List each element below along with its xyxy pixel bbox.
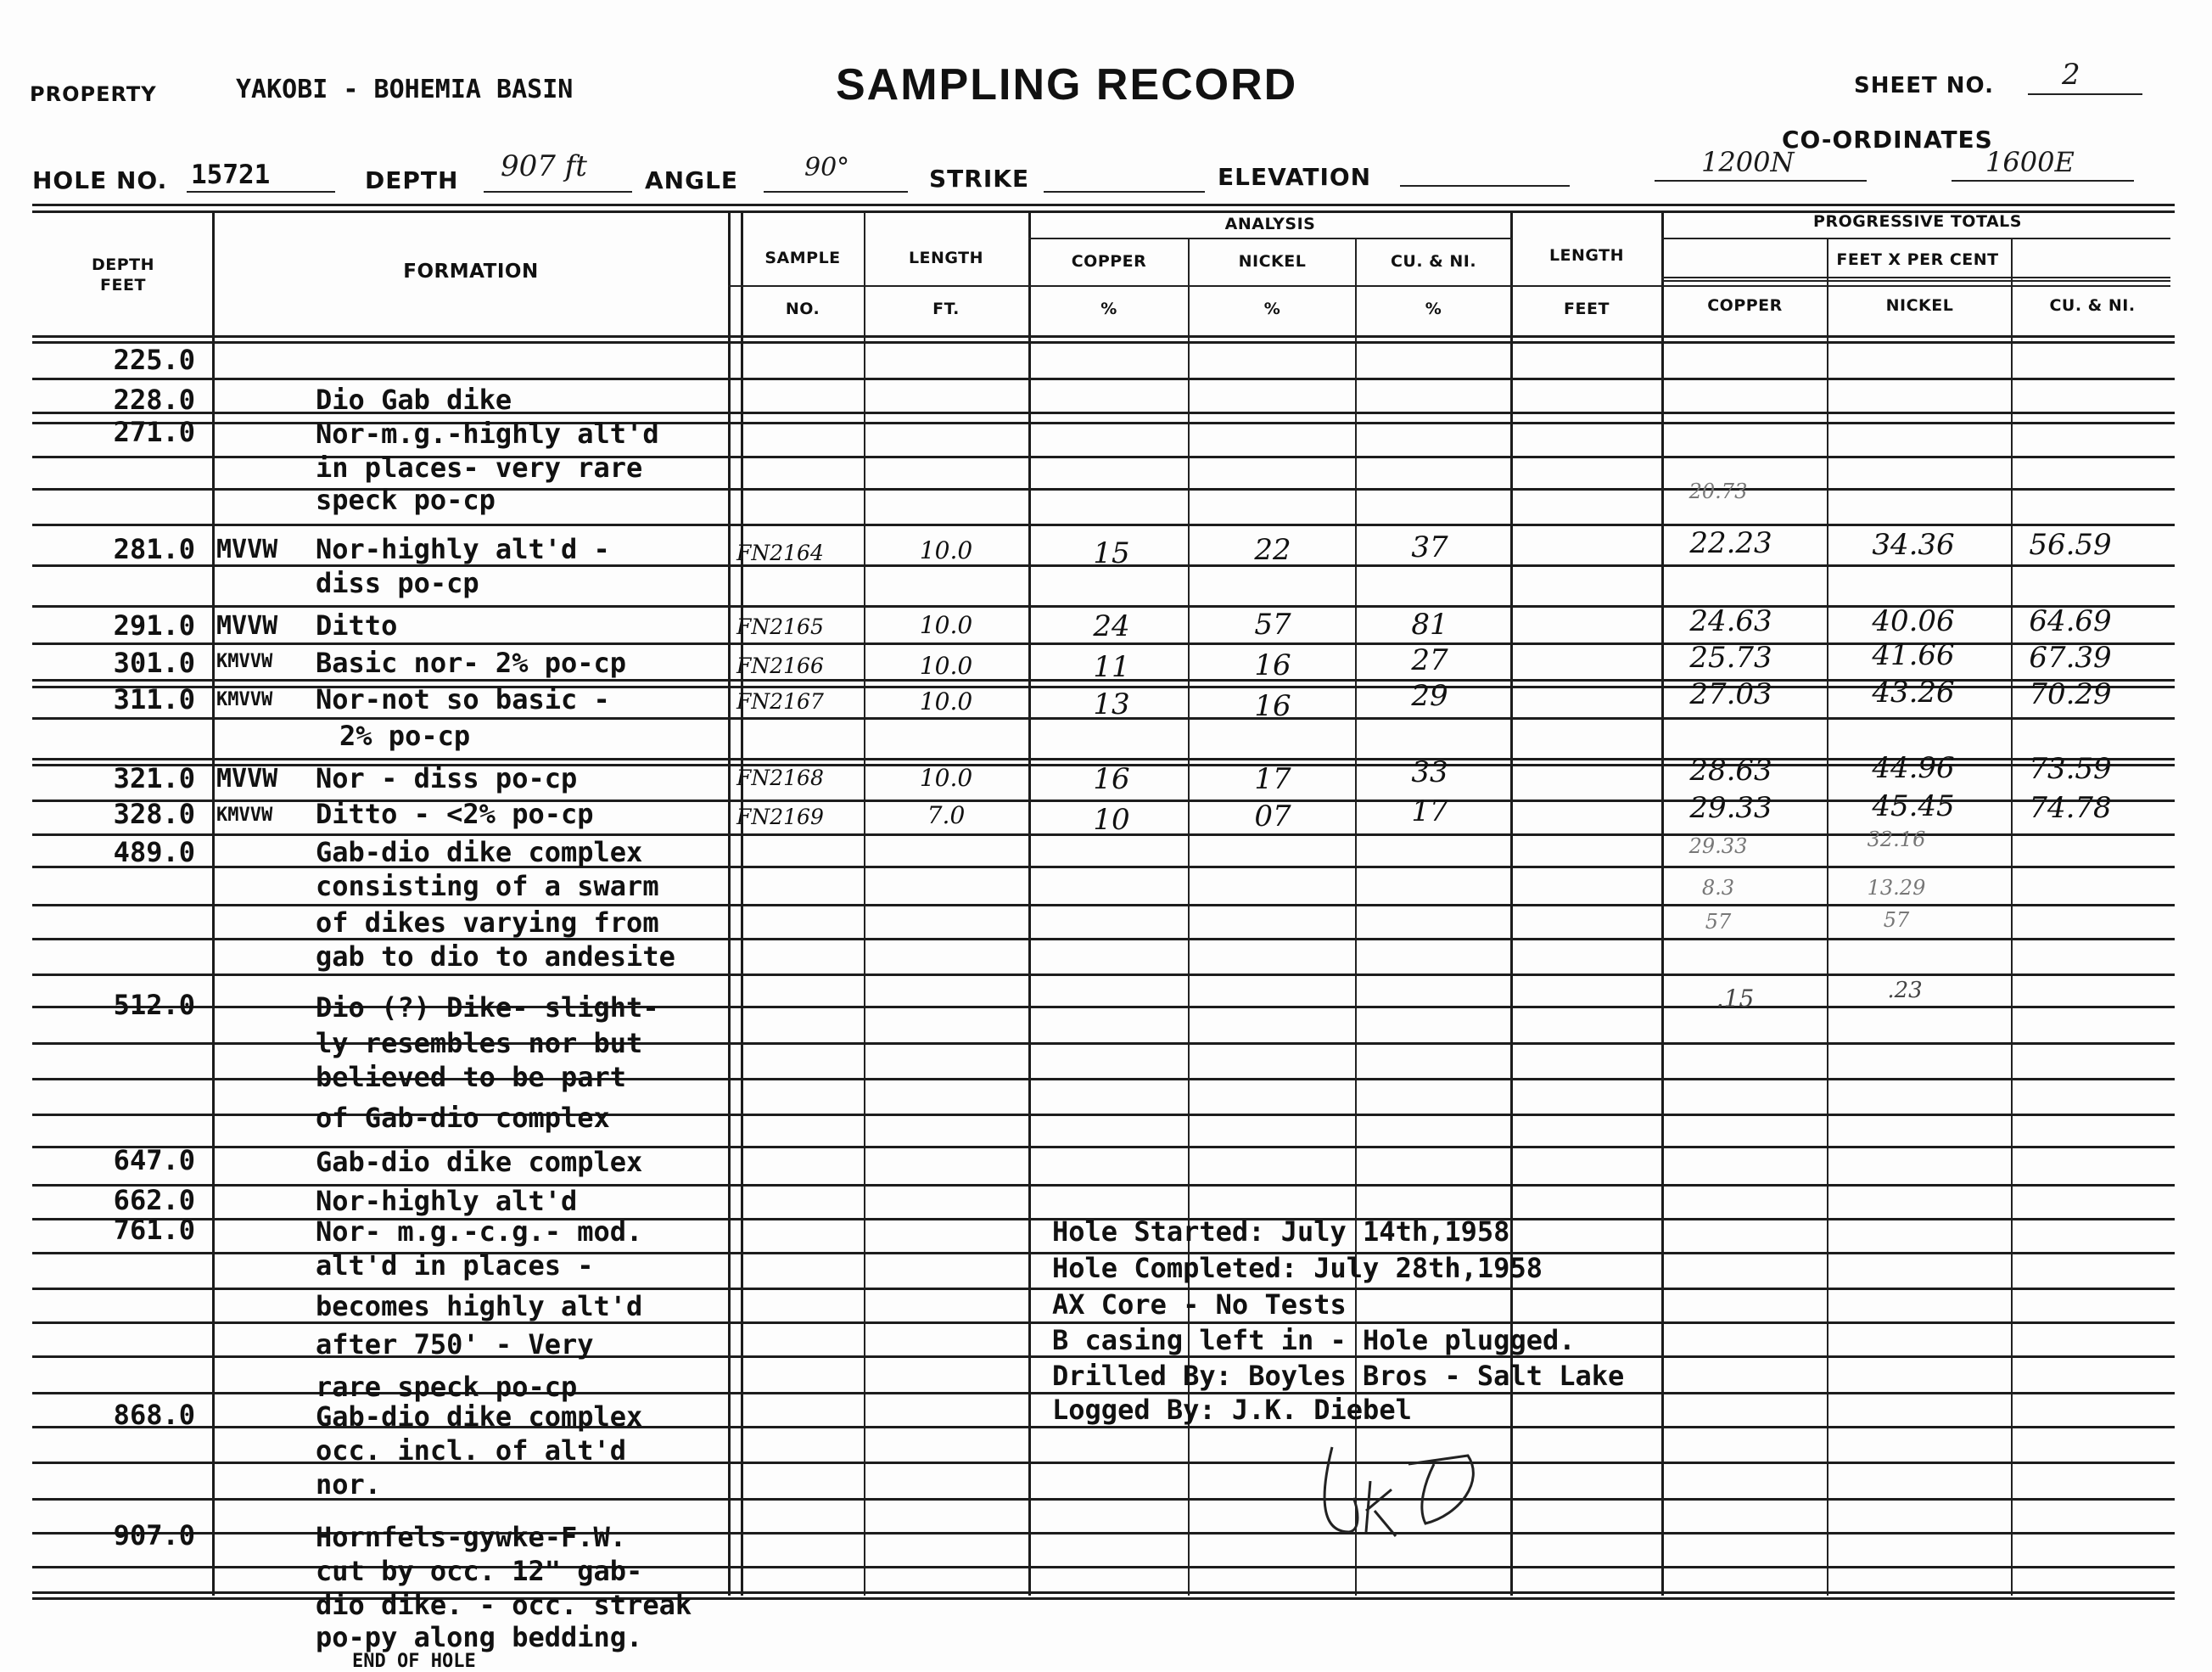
formation-line: END OF HOLE	[352, 1651, 476, 1672]
depth-value: 301.0	[113, 647, 195, 679]
formation-line: ly resembles nor but	[316, 1027, 643, 1059]
nickel-pct: 07	[1254, 800, 1291, 833]
coord-east: 1600E	[1985, 146, 2075, 178]
rock-code: KMVVW	[216, 651, 273, 672]
col-depth: DEPTH FEET	[91, 255, 155, 295]
formation-line: Dio (?) Dike- slight-	[316, 991, 659, 1024]
formation-line: Ditto	[316, 609, 398, 642]
nickel-pct: 57	[1254, 608, 1291, 642]
formation-line: Nor - diss po-cp	[316, 762, 578, 794]
formation-line: Gab-dio dike complex	[316, 1146, 643, 1178]
cuni-pct: 29	[1411, 679, 1448, 713]
depth-value: 328.0	[113, 798, 195, 830]
col-copper: COPPER	[1071, 252, 1147, 271]
copper-pct: 15	[1093, 536, 1130, 570]
formation-line: Gab-dio dike complex	[316, 1400, 643, 1433]
depth-value: 761.0	[113, 1214, 195, 1246]
pencil-note: 20.73	[1688, 480, 1748, 503]
col-prog-cuni: CU. & NI.	[2049, 296, 2136, 315]
prog-copper: 28.63	[1689, 754, 1772, 788]
col-sample: SAMPLE	[764, 249, 841, 267]
sample-length: 10.0	[919, 652, 973, 680]
angle-value: 90°	[804, 153, 850, 182]
formation-line: of dikes varying from	[316, 906, 659, 939]
prog-copper: 25.73	[1689, 641, 1772, 675]
copper-pct: 11	[1093, 650, 1130, 684]
formation-line: 2% po-cp	[339, 720, 471, 752]
col-cuni-pct: %	[1425, 300, 1442, 318]
formation-line: dio dike. - occ. streak	[316, 1589, 692, 1621]
sample-no: FN2164	[736, 541, 824, 565]
cuni-pct: 33	[1411, 755, 1448, 789]
formation-line: po-py along bedding.	[316, 1621, 643, 1653]
formation-line: after 750' - Very	[316, 1328, 594, 1361]
sheet-label: SHEET NO.	[1854, 73, 1994, 98]
hole-note: AX Core - No Tests	[1052, 1288, 1347, 1321]
formation-line: Dio Gab dike	[316, 384, 512, 416]
prog-nickel: 41.66	[1872, 638, 1955, 672]
prog-cuni: 70.29	[2029, 677, 2112, 711]
page-title: SAMPLING RECORD	[836, 60, 1298, 109]
sample-length: 7.0	[927, 801, 966, 829]
formation-line: consisting of a swarm	[316, 870, 659, 902]
formation-line: Gab-dio dike complex	[316, 836, 643, 868]
prog-cuni: 74.78	[2029, 791, 2112, 825]
formation-line: Ditto - <2% po-cp	[316, 798, 594, 830]
pencil-note: 32.16	[1867, 828, 1926, 851]
depth-value: 291.0	[113, 609, 195, 642]
prog-cuni: 73.59	[2029, 752, 2112, 786]
cuni-pct: 81	[1411, 608, 1448, 642]
sample-no: FN2168	[736, 766, 824, 790]
depth-value: 225.0	[113, 344, 195, 376]
depth-value: 907.0	[113, 1519, 195, 1551]
col-length-2: LENGTH	[1548, 246, 1625, 265]
hole-note: Hole Started: July 14th,1958	[1052, 1215, 1510, 1248]
depth-value: 907 ft	[501, 149, 587, 183]
depth-value: 489.0	[113, 836, 195, 868]
copper-pct: 16	[1093, 762, 1130, 796]
depth-value: 647.0	[113, 1144, 195, 1176]
formation-line: in places- very rare	[316, 452, 643, 484]
col-prog-copper: COPPER	[1707, 296, 1783, 315]
depth-value: 512.0	[113, 989, 195, 1021]
nickel-pct: 22	[1254, 533, 1291, 567]
property-value: YAKOBI - BOHEMIA BASIN	[236, 75, 574, 104]
col-nickel-pct: %	[1263, 300, 1281, 318]
depth-value: 321.0	[113, 762, 195, 794]
formation-line: cut by occ. 12" gab-	[316, 1555, 643, 1587]
formation-line: becomes highly alt'd	[316, 1290, 643, 1322]
depth-value: 281.0	[113, 533, 195, 565]
prog-copper: 24.63	[1689, 604, 1772, 638]
sample-length: 10.0	[919, 611, 973, 639]
hole-label: HOLE NO.	[32, 166, 168, 194]
depth-value: 228.0	[113, 384, 195, 416]
pencil-note: .23	[1887, 978, 1923, 1003]
col-prog-nickel: NICKEL	[1885, 296, 1954, 315]
rock-code: MVVW	[216, 611, 278, 641]
sheet-value: 2	[2062, 58, 2080, 92]
depth-label: DEPTH	[365, 166, 459, 194]
formation-line: alt'd in places -	[316, 1249, 594, 1282]
sample-length: 10.0	[919, 764, 973, 792]
copper-pct: 13	[1093, 687, 1130, 721]
col-nickel: NICKEL	[1238, 252, 1307, 271]
sample-no: FN2165	[736, 614, 824, 639]
cuni-pct: 17	[1411, 794, 1448, 828]
formation-line: diss po-cp	[316, 567, 479, 599]
pencil-note: 57	[1705, 910, 1732, 934]
col-progressive: PROGRESSIVE TOTALS	[1813, 212, 2022, 231]
depth-value: 271.0	[113, 416, 195, 448]
strike-label: STRIKE	[929, 165, 1030, 193]
property-label: PROPERTY	[30, 82, 157, 106]
col-feet: FEET	[1564, 300, 1610, 318]
sample-no: FN2169	[736, 805, 824, 829]
pencil-note: 57	[1883, 908, 1910, 932]
cuni-pct: 37	[1411, 530, 1448, 564]
col-length-unit: FT.	[932, 300, 960, 318]
col-sample-no: NO.	[785, 300, 820, 318]
cuni-pct: 27	[1411, 643, 1448, 677]
depth-value: 311.0	[113, 683, 195, 715]
prog-nickel: 34.36	[1872, 528, 1955, 562]
nickel-pct: 16	[1254, 689, 1291, 723]
rock-code: MVVW	[216, 764, 278, 794]
sample-no: FN2167	[736, 689, 824, 714]
formation-line: Basic nor- 2% po-cp	[316, 647, 627, 679]
coord-north: 1200N	[1701, 146, 1795, 178]
formation-line: Nor-highly alt'd -	[316, 533, 610, 565]
prog-cuni: 67.39	[2029, 641, 2112, 675]
sample-length: 10.0	[919, 687, 973, 715]
prog-cuni: 64.69	[2029, 604, 2112, 638]
depth-value: 868.0	[113, 1399, 195, 1431]
prog-nickel: 45.45	[1872, 789, 1955, 823]
elevation-label: ELEVATION	[1218, 163, 1372, 191]
hole-note: B casing left in - Hole plugged.	[1052, 1324, 1576, 1356]
col-analysis: ANALYSIS	[1224, 215, 1316, 233]
formation-line: Nor-highly alt'd	[316, 1185, 578, 1217]
pencil-note: 13.29	[1867, 876, 1926, 900]
formation-line: Nor-m.g.-highly alt'd	[316, 418, 659, 450]
formation-line: believed to be part	[316, 1061, 627, 1093]
prog-cuni: 56.59	[2029, 528, 2112, 562]
col-cuni: CU. & NI.	[1390, 252, 1477, 271]
rock-code: MVVW	[216, 535, 278, 564]
hole-value: 15721	[191, 160, 271, 190]
prog-nickel: 43.26	[1872, 676, 1955, 710]
copper-pct: 24	[1093, 609, 1130, 643]
formation-line: occ. incl. of alt'd	[316, 1434, 627, 1467]
prog-copper: 29.33	[1689, 791, 1772, 825]
prog-nickel: 40.06	[1872, 604, 1955, 638]
col-length: LENGTH	[908, 249, 984, 267]
pencil-note: 8.3	[1701, 876, 1735, 900]
formation-line: nor.	[316, 1468, 382, 1501]
nickel-pct: 17	[1254, 762, 1291, 796]
pencil-note: .15	[1716, 985, 1755, 1013]
rock-code: KMVVW	[216, 805, 273, 826]
copper-pct: 10	[1093, 803, 1130, 837]
formation-line: Nor-not so basic -	[316, 683, 610, 715]
formation-line: Hornfels-gywke-F.W.	[316, 1521, 627, 1553]
col-feet-x-pct: FEET X PER CENT	[1836, 250, 1999, 269]
col-formation: FORMATION	[403, 261, 539, 283]
coordinates-label: CO-ORDINATES	[1782, 126, 1993, 154]
prog-copper: 22.23	[1689, 526, 1772, 560]
formation-line: gab to dio to andesite	[316, 940, 675, 973]
sample-no: FN2166	[736, 654, 824, 678]
depth-value: 662.0	[113, 1184, 195, 1216]
prog-copper: 27.03	[1689, 677, 1772, 711]
hole-note: Logged By: J.K. Diebel	[1052, 1394, 1412, 1426]
nickel-pct: 16	[1254, 648, 1291, 682]
pencil-note: 29.33	[1688, 834, 1748, 858]
formation-line: rare speck po-cp	[316, 1371, 578, 1403]
rock-code: KMVVW	[216, 689, 273, 710]
col-copper-pct: %	[1100, 300, 1117, 318]
formation-line: Nor- m.g.-c.g.- mod.	[316, 1215, 643, 1248]
formation-line: speck po-cp	[316, 484, 496, 516]
prog-nickel: 44.96	[1872, 751, 1955, 785]
hole-note: Drilled By: Boyles Bros - Salt Lake	[1052, 1360, 1625, 1392]
sample-length: 10.0	[919, 536, 973, 564]
signature-mark	[1315, 1430, 1485, 1549]
angle-label: ANGLE	[645, 166, 739, 194]
formation-line: of Gab-dio complex	[316, 1102, 610, 1134]
hole-note: Hole Completed: July 28th,1958	[1052, 1252, 1543, 1284]
